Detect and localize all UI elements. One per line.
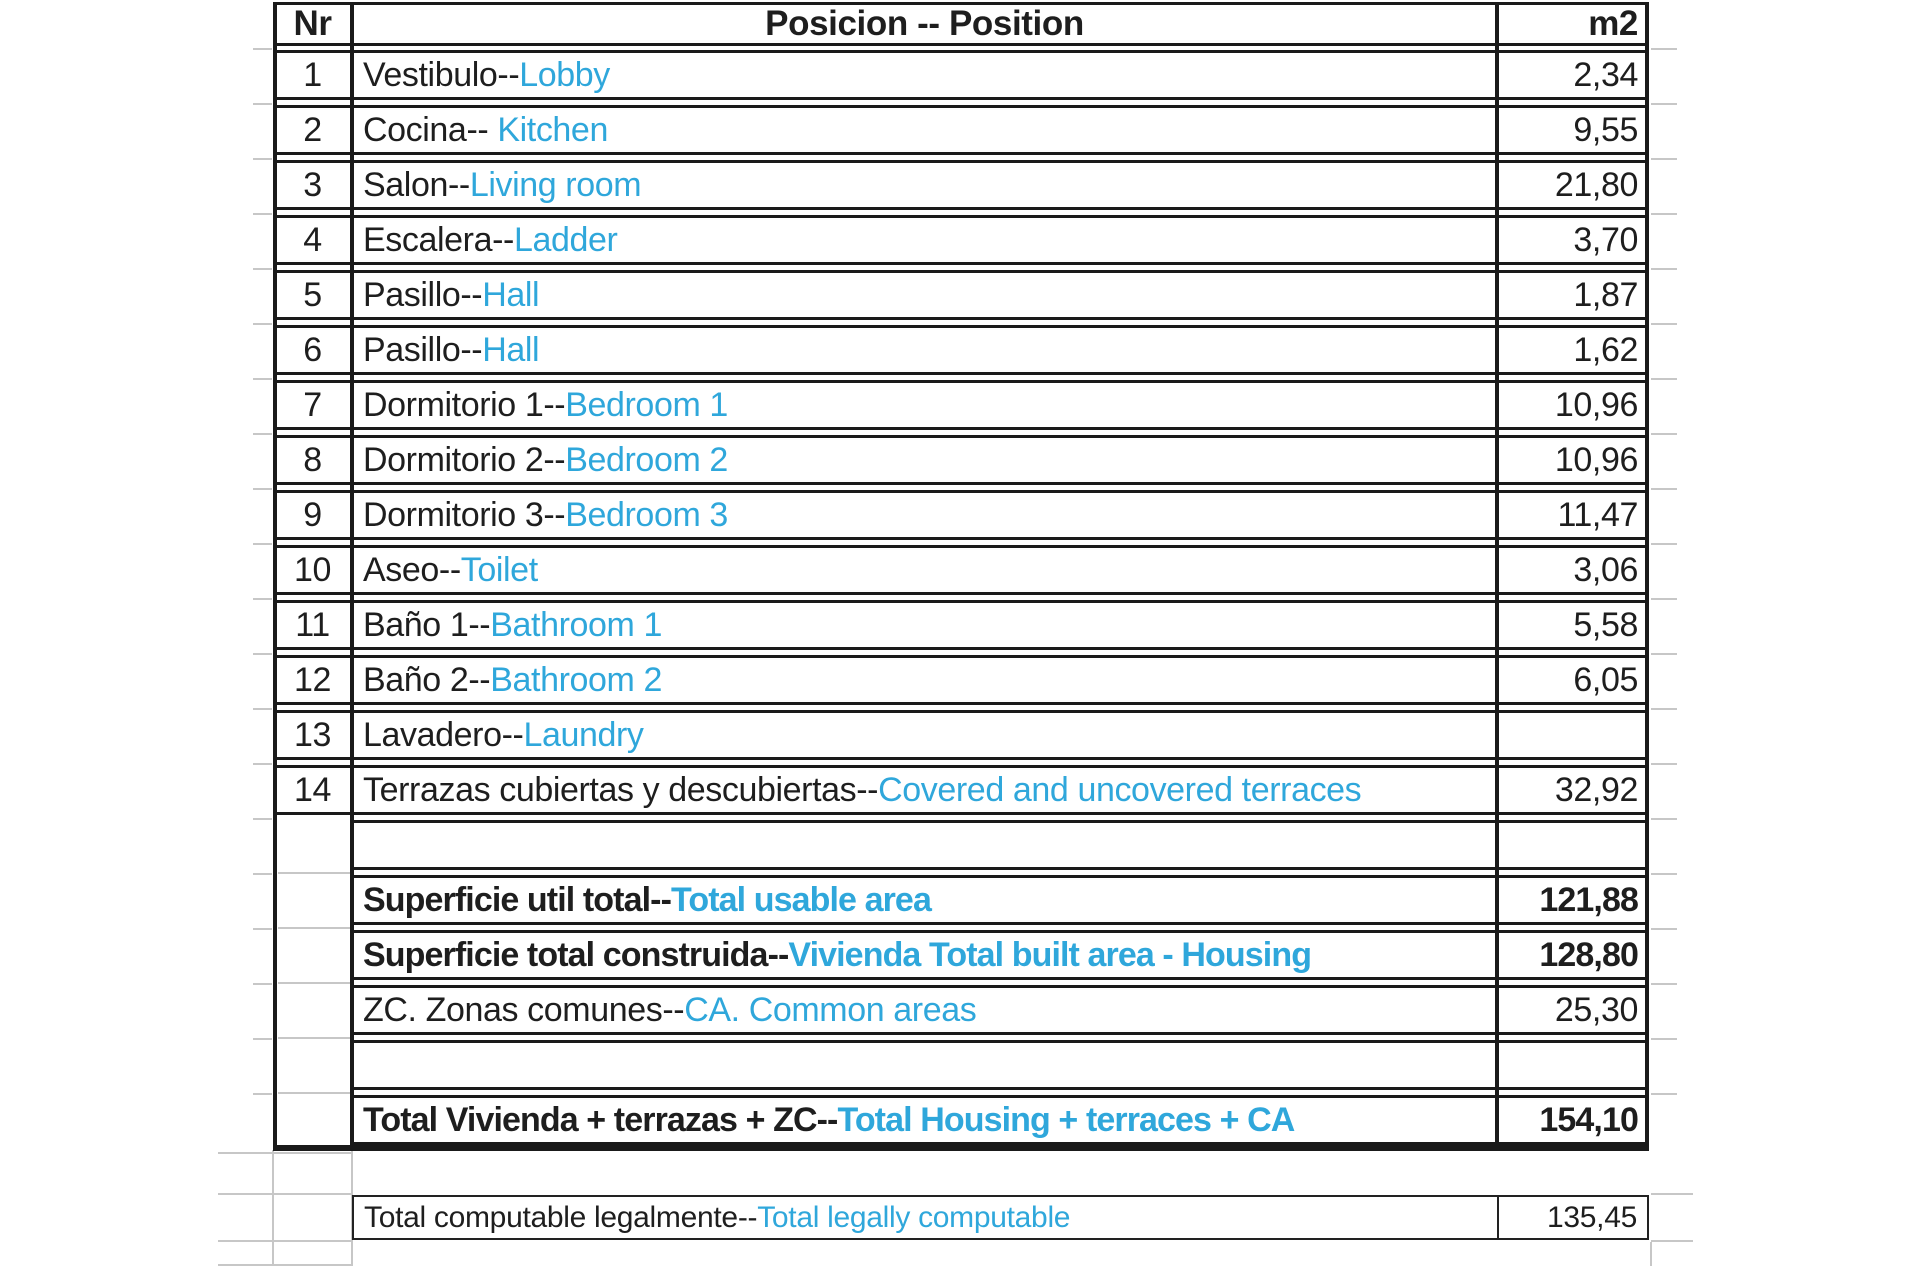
- separator: --: [856, 770, 879, 809]
- nr-cell: 11: [273, 600, 352, 650]
- gridline-tick: [253, 1038, 272, 1040]
- position-cell: [352, 600, 1497, 650]
- position-cell: [352, 710, 1497, 760]
- nr-cell: 4: [273, 215, 352, 265]
- position-cell: [352, 1040, 1497, 1090]
- table-row: [273, 820, 1649, 870]
- label-es: Vestibulo: [363, 55, 498, 94]
- gridline-tick: [1651, 433, 1677, 435]
- nr-cell: [273, 875, 352, 925]
- gridline: [218, 1264, 352, 1266]
- legal-label-cell: [354, 1197, 1497, 1238]
- nr-cell: [273, 1095, 352, 1145]
- nr-strip-gridline: [278, 1092, 350, 1094]
- position-cell: [352, 930, 1497, 980]
- gridline-tick: [1651, 818, 1677, 820]
- m2-cell: 21,80: [1497, 160, 1649, 210]
- separator: --: [468, 660, 491, 699]
- nr-cell: [273, 985, 352, 1035]
- position-cell: [352, 490, 1497, 540]
- nr-cell: 10: [273, 545, 352, 595]
- gridline-tick: [1651, 1038, 1677, 1040]
- nr-cell: 13: [273, 710, 352, 760]
- label-en: Living room: [469, 165, 642, 204]
- gridline-tick: [253, 213, 272, 215]
- gridline-tick: [253, 158, 272, 160]
- nr-cell: 5: [273, 270, 352, 320]
- gridline-tick: [253, 818, 272, 820]
- separator: --: [767, 935, 789, 974]
- label-en: Covered and uncovered terraces: [878, 770, 1362, 809]
- table-row: [273, 1040, 1649, 1090]
- label-en: Total usable area: [671, 880, 931, 919]
- m2-cell: 1,62: [1497, 325, 1649, 375]
- table-row: [273, 160, 1649, 210]
- column-border-position-m2: [1495, 2, 1499, 1151]
- label-es: ZC. Zonas comunes: [363, 990, 663, 1029]
- gridline-tick: [253, 928, 272, 930]
- gridline-tick: [253, 378, 272, 380]
- nr-cell: 6: [273, 325, 352, 375]
- gridline-tick: [253, 1093, 272, 1095]
- gridline-tick: [253, 543, 272, 545]
- nr-strip-gridline: [278, 927, 350, 929]
- table-row: [273, 435, 1649, 485]
- label-en: Total legally computable: [757, 1200, 1071, 1234]
- gridline-tick: [1651, 873, 1677, 875]
- label-es: Superficie util total: [363, 880, 651, 919]
- label-en: Ladder: [513, 220, 618, 259]
- m2-cell: 11,47: [1497, 490, 1649, 540]
- position-cell: [352, 160, 1497, 210]
- nr-strip-gridline: [278, 982, 350, 984]
- m2-cell: [1497, 820, 1649, 870]
- gridline: [218, 1152, 352, 1154]
- label-en: Laundry: [523, 715, 644, 754]
- legal-total-row: [352, 1195, 1649, 1240]
- label-en: Bedroom 2: [565, 440, 728, 479]
- m2-cell: 2,34: [1497, 50, 1649, 100]
- separator: --: [466, 110, 489, 149]
- table-row: [273, 105, 1649, 155]
- m2-cell: 9,55: [1497, 105, 1649, 155]
- separator: --: [543, 495, 566, 534]
- nr-cell: 14: [273, 765, 352, 815]
- table-row: [273, 545, 1649, 595]
- label-en: Bathroom 2: [490, 660, 662, 699]
- gridline-tick: [1651, 103, 1677, 105]
- m2-cell: 3,06: [1497, 545, 1649, 595]
- m2-cell: 1,87: [1497, 270, 1649, 320]
- nr-cell: [273, 820, 352, 870]
- header-position-cell: Posicion -- Position: [352, 2, 1497, 46]
- label-es: Dormitorio 2: [363, 440, 544, 479]
- table-row: [273, 875, 1649, 925]
- label-es: Baño 2: [363, 660, 469, 699]
- column-border-nr-position: [350, 2, 354, 1151]
- label-es: Baño 1: [363, 605, 469, 644]
- gridline: [218, 1240, 352, 1242]
- label-es: Pasillo: [363, 275, 461, 314]
- gridline-tick: [253, 323, 272, 325]
- gridline-tick: [253, 983, 272, 985]
- gridline-tick: [1651, 378, 1677, 380]
- separator: --: [543, 385, 566, 424]
- m2-cell: 121,88: [1497, 875, 1649, 925]
- label-es: Total Vivienda + terrazas + ZC: [363, 1100, 817, 1139]
- legal-m2-cell: 135,45: [1497, 1197, 1647, 1238]
- gridline-tick: [1651, 323, 1677, 325]
- nr-strip-gridline: [278, 1037, 350, 1039]
- table-row: [273, 930, 1649, 980]
- label-en: Bathroom 1: [490, 605, 662, 644]
- gridline: [1650, 1242, 1652, 1266]
- nr-cell: [273, 1040, 352, 1090]
- label-es: Dormitorio 3: [363, 495, 544, 534]
- gridline-tick: [253, 653, 272, 655]
- label-es: Superficie total construida: [363, 935, 768, 974]
- label-en: Hall: [482, 275, 540, 314]
- position-cell: [352, 215, 1497, 265]
- table-row: [273, 380, 1649, 430]
- separator: --: [543, 440, 566, 479]
- gridline-tick: [253, 433, 272, 435]
- separator: --: [737, 1200, 758, 1234]
- gridline-tick: [253, 763, 272, 765]
- label-es: Terrazas cubiertas y descubiertas: [363, 770, 857, 809]
- m2-cell: [1497, 1040, 1649, 1090]
- position-cell: [352, 875, 1497, 925]
- label-en: Vivienda Total built area - Housing: [788, 935, 1312, 974]
- nr-cell: 1: [273, 50, 352, 100]
- separator: --: [816, 1100, 838, 1139]
- nr-cell: 8: [273, 435, 352, 485]
- gridline: [272, 1150, 274, 1266]
- gridline-tick: [253, 598, 272, 600]
- table-row: [273, 1095, 1649, 1145]
- table-row: [273, 325, 1649, 375]
- position-cell: [352, 50, 1497, 100]
- gridline-tick: [253, 873, 272, 875]
- label-es: Cocina: [363, 110, 467, 149]
- label-es: Salon: [363, 165, 448, 204]
- label-en: Bedroom 1: [565, 385, 728, 424]
- nr-cell: 2: [273, 105, 352, 155]
- table-row: [273, 765, 1649, 815]
- nr-cell: 3: [273, 160, 352, 210]
- table-row: [273, 655, 1649, 705]
- gridline-tick: [1651, 983, 1677, 985]
- label-en: CA. Common areas: [684, 990, 977, 1029]
- m2-cell: [1497, 710, 1649, 760]
- gridline-tick: [253, 708, 272, 710]
- label-en: Total Housing + terraces + CA: [837, 1100, 1295, 1139]
- table-row: [273, 985, 1649, 1035]
- table-bottom-border: [273, 1145, 1649, 1151]
- m2-cell: 3,70: [1497, 215, 1649, 265]
- position-cell: [352, 380, 1497, 430]
- gridline: [218, 1193, 352, 1195]
- position-cell: [352, 325, 1497, 375]
- header-m2-cell: m2: [1497, 2, 1649, 46]
- m2-cell: 10,96: [1497, 380, 1649, 430]
- label-es: Total computable legalmente: [364, 1200, 738, 1234]
- label-es: Dormitorio 1: [363, 385, 544, 424]
- label-en: Lobby: [519, 55, 610, 94]
- separator: --: [662, 990, 685, 1029]
- label-en: Kitchen: [488, 110, 608, 149]
- label-es: Aseo: [363, 550, 439, 589]
- nr-cell: 7: [273, 380, 352, 430]
- position-cell: [352, 765, 1497, 815]
- gridline-tick: [1651, 653, 1677, 655]
- nr-strip-gridline: [278, 872, 350, 874]
- label-es: Lavadero: [363, 715, 502, 754]
- label-es: Pasillo: [363, 330, 461, 369]
- header-nr-cell: Nr: [273, 2, 352, 46]
- separator: --: [468, 605, 491, 644]
- gridline-tick: [253, 103, 272, 105]
- gridline-tick: [1651, 543, 1677, 545]
- separator: --: [460, 330, 483, 369]
- gridline-tick: [253, 48, 272, 50]
- table-row: [273, 490, 1649, 540]
- position-cell: [352, 820, 1497, 870]
- m2-cell: 32,92: [1497, 765, 1649, 815]
- table-row: [273, 600, 1649, 650]
- m2-cell: 10,96: [1497, 435, 1649, 485]
- area-table: [273, 2, 1649, 1151]
- position-cell: [352, 985, 1497, 1035]
- separator: --: [447, 165, 470, 204]
- gridline-tick: [1651, 763, 1677, 765]
- m2-cell: 154,10: [1497, 1095, 1649, 1145]
- m2-cell: 5,58: [1497, 600, 1649, 650]
- label-en: Bedroom 3: [565, 495, 728, 534]
- gridline-tick: [1651, 928, 1677, 930]
- gridline-tick: [1651, 158, 1677, 160]
- label-es: Escalera: [363, 220, 493, 259]
- gridline-tick: [1651, 48, 1677, 50]
- separator: --: [497, 55, 520, 94]
- table-header-row: [273, 2, 1649, 46]
- table-row: [273, 50, 1649, 100]
- gridline-tick: [1651, 268, 1677, 270]
- m2-cell: 25,30: [1497, 985, 1649, 1035]
- nr-cell: 9: [273, 490, 352, 540]
- gridline-tick: [1651, 1093, 1677, 1095]
- column-border-right: [1645, 2, 1649, 1151]
- nr-cell: 12: [273, 655, 352, 705]
- gridline-tick: [1651, 708, 1677, 710]
- position-cell: [352, 545, 1497, 595]
- position-cell: [352, 105, 1497, 155]
- position-cell: [352, 435, 1497, 485]
- nr-cell: [273, 930, 352, 980]
- gridline: [1651, 1240, 1693, 1242]
- position-cell: [352, 655, 1497, 705]
- gridline-tick: [253, 268, 272, 270]
- gridline: [1651, 1193, 1693, 1195]
- gridline-tick: [253, 488, 272, 490]
- separator: --: [501, 715, 524, 754]
- table-row: [273, 710, 1649, 760]
- separator: --: [460, 275, 483, 314]
- position-cell: [352, 270, 1497, 320]
- m2-cell: 128,80: [1497, 930, 1649, 980]
- label-en: Hall: [482, 330, 540, 369]
- separator: --: [650, 880, 671, 919]
- m2-cell: 6,05: [1497, 655, 1649, 705]
- gridline-tick: [1651, 488, 1677, 490]
- table-row: [273, 270, 1649, 320]
- column-border-left: [273, 2, 277, 1151]
- position-cell: [352, 1095, 1497, 1145]
- table-row: [273, 215, 1649, 265]
- separator: --: [492, 220, 514, 259]
- label-en: Toilet: [460, 550, 538, 589]
- gridline-tick: [1651, 213, 1677, 215]
- separator: --: [438, 550, 461, 589]
- gridline-tick: [1651, 598, 1677, 600]
